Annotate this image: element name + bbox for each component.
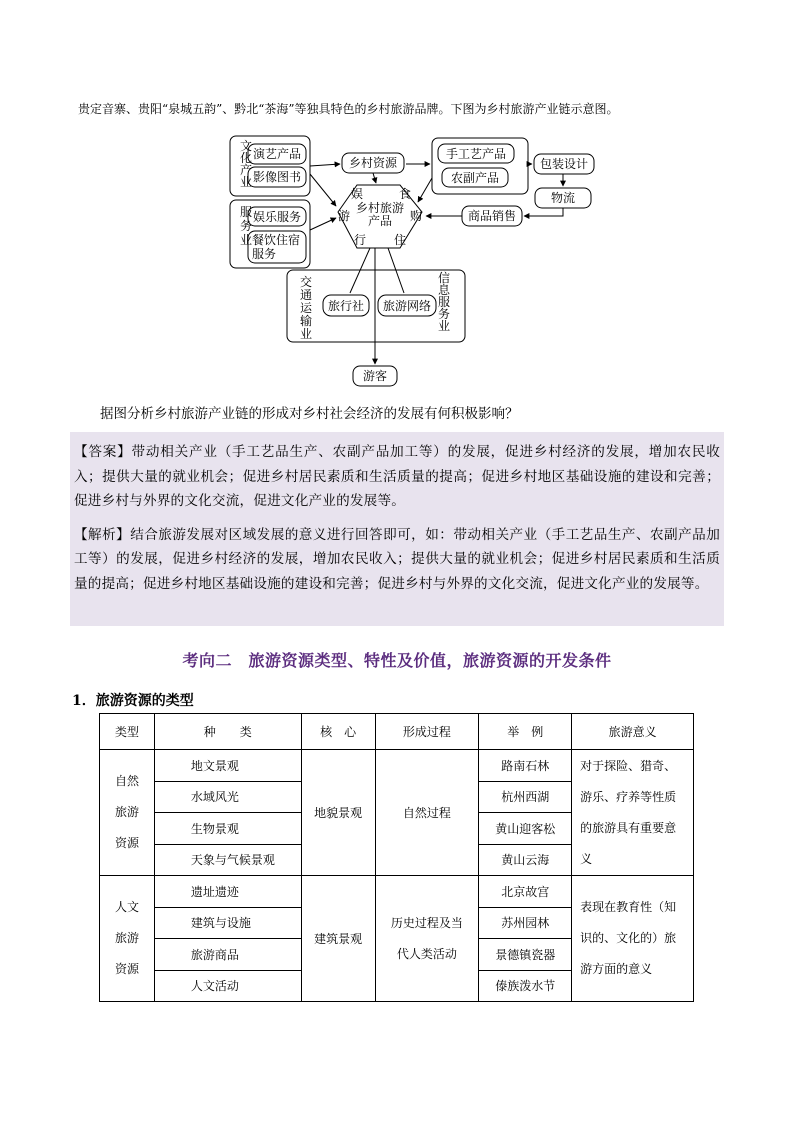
- example-cell: 杭州西湖: [479, 781, 572, 813]
- kind-cell: 天象与气候景观: [154, 844, 301, 876]
- transport-industry-label: 交通运输业: [300, 275, 313, 341]
- answer-paragraph: [70, 432, 724, 514]
- analysis-tag: 【解析】: [74, 526, 131, 543]
- hex-corner-transport: 行: [353, 233, 367, 247]
- type-cell-natural: [100, 750, 155, 876]
- core-cell: 建筑景观: [301, 876, 375, 1002]
- example-cell: 苏州园林: [479, 907, 572, 939]
- meaning-cell: 对于探险、猎奇、游乐、疗养等性质的旅游具有重要意义: [572, 750, 694, 876]
- table-header: 形成过程: [375, 714, 479, 750]
- kind-cell: 遗址遗迹: [154, 876, 301, 908]
- farm-products-label: 农副产品: [450, 171, 500, 185]
- kind-cell: 地文景观: [154, 750, 301, 782]
- rural-tourism-industry-chain-diagram: [220, 130, 600, 390]
- example-cell: 北京故宫: [479, 876, 572, 908]
- analysis-text: 结合旅游发展对区域发展的意义进行回答即可，如：带动相关产业（手工艺品生产、农副产品加工等）的发展，促进乡村经济的发展，增加农民收入；提供大量的就业机会；促进乡村居民素质和生活质量的提高；促进乡村地区基础设施的建设和完善；促进乡村与外界的文化交流，促进文化产业的发展等。: [74, 526, 720, 592]
- subsection-title: 1．旅游资源的类型: [72, 693, 194, 709]
- table-header-row: [100, 714, 694, 750]
- tourist-label: 游客: [362, 369, 388, 383]
- intro-text: 贵定音寨、贵阳“泉城五韵”、黔北“茶海”等独具特色的乡村旅游品牌。下图为乡村旅游产业链示意图。: [78, 102, 619, 116]
- table-row: [100, 750, 694, 782]
- logistics-label: 物流: [550, 191, 576, 205]
- performance-products-label: 演艺产品: [252, 147, 302, 161]
- travel-agency-label: 旅行社: [327, 299, 365, 313]
- example-cell: 景德镇瓷器: [479, 939, 572, 971]
- table-header: 类型: [100, 714, 155, 750]
- example-cell: 黄山云海: [479, 844, 572, 876]
- kind-cell: 水域风光: [154, 781, 301, 813]
- table-row: [100, 876, 694, 908]
- type-text: 人文 旅游 资源: [114, 900, 139, 976]
- packaging-label: 包装设计: [539, 157, 589, 171]
- hex-corner-food: 食: [398, 187, 412, 201]
- table-header: 举 例: [479, 714, 572, 750]
- culture-industry-label: 文化产业: [240, 139, 253, 189]
- hex-center-label: 乡村旅游产品: [355, 201, 405, 228]
- handicraft-label: 手工艺产品: [445, 147, 507, 161]
- rural-resources-label: 乡村资源: [348, 156, 398, 170]
- service-industry-label: 服务业: [240, 205, 253, 247]
- travel-network-label: 旅游网络: [382, 299, 432, 313]
- answer-tag: 【答案】: [74, 444, 132, 460]
- meaning-cell: 表现在教育性（知识的、文化的）旅游方面的意义: [572, 876, 694, 1002]
- question-text: 据图分析乡村旅游产业链的形成对乡村社会经济的发展有何积极影响？: [100, 406, 519, 422]
- kind-cell: 建筑与设施: [154, 907, 301, 939]
- answer-text: 带动相关产业（手工艺品生产、农副产品加工等）的发展，促进乡村经济的发展，增加农民收入；提供大量的就业机会；促进乡村居民素质和生活质量的提高；促进乡村地区基础设施的建设和完善；促进乡村与外界的文化交流，促进文化产业的发展等。: [74, 444, 720, 510]
- table-header: 核 心: [301, 714, 375, 750]
- answer-panel: [70, 432, 724, 626]
- table-header: 旅游意义: [572, 714, 694, 750]
- type-cell-human: [100, 876, 155, 1002]
- hex-corner-stay: 住: [393, 233, 407, 247]
- hex-corner-travel: 游: [337, 209, 351, 223]
- hex-corner-entertain: 娱: [350, 187, 364, 201]
- table-header: 种 类: [154, 714, 301, 750]
- sales-label: 商品销售: [467, 209, 517, 223]
- dining-lodging-label: 餐饮住宿服务: [252, 233, 301, 261]
- kind-cell: 人文活动: [154, 970, 301, 1002]
- section-title: 考向二 旅游资源类型、特性及价值，旅游资源的开发条件: [182, 651, 612, 670]
- tourism-resource-types-table: [99, 713, 694, 1002]
- example-cell: 路南石林: [479, 750, 572, 782]
- kind-cell: 生物景观: [154, 813, 301, 845]
- hex-corner-shop: 购: [409, 209, 423, 223]
- process-cell: 历史过程及当代人类活动: [375, 876, 479, 1002]
- info-service-label: 信息服务业: [438, 271, 451, 333]
- type-text: 自然 旅游 资源: [114, 774, 139, 850]
- example-cell: 傣族泼水节: [479, 970, 572, 1002]
- example-cell: 黄山迎客松: [479, 813, 572, 845]
- kind-cell: 旅游商品: [154, 939, 301, 971]
- core-cell: 地貌景观: [301, 750, 375, 876]
- process-cell: 自然过程: [375, 750, 479, 876]
- entertainment-service-label: 娱乐服务: [252, 210, 302, 224]
- video-books-label: 影像图书: [252, 170, 302, 184]
- analysis-paragraph: [70, 514, 724, 597]
